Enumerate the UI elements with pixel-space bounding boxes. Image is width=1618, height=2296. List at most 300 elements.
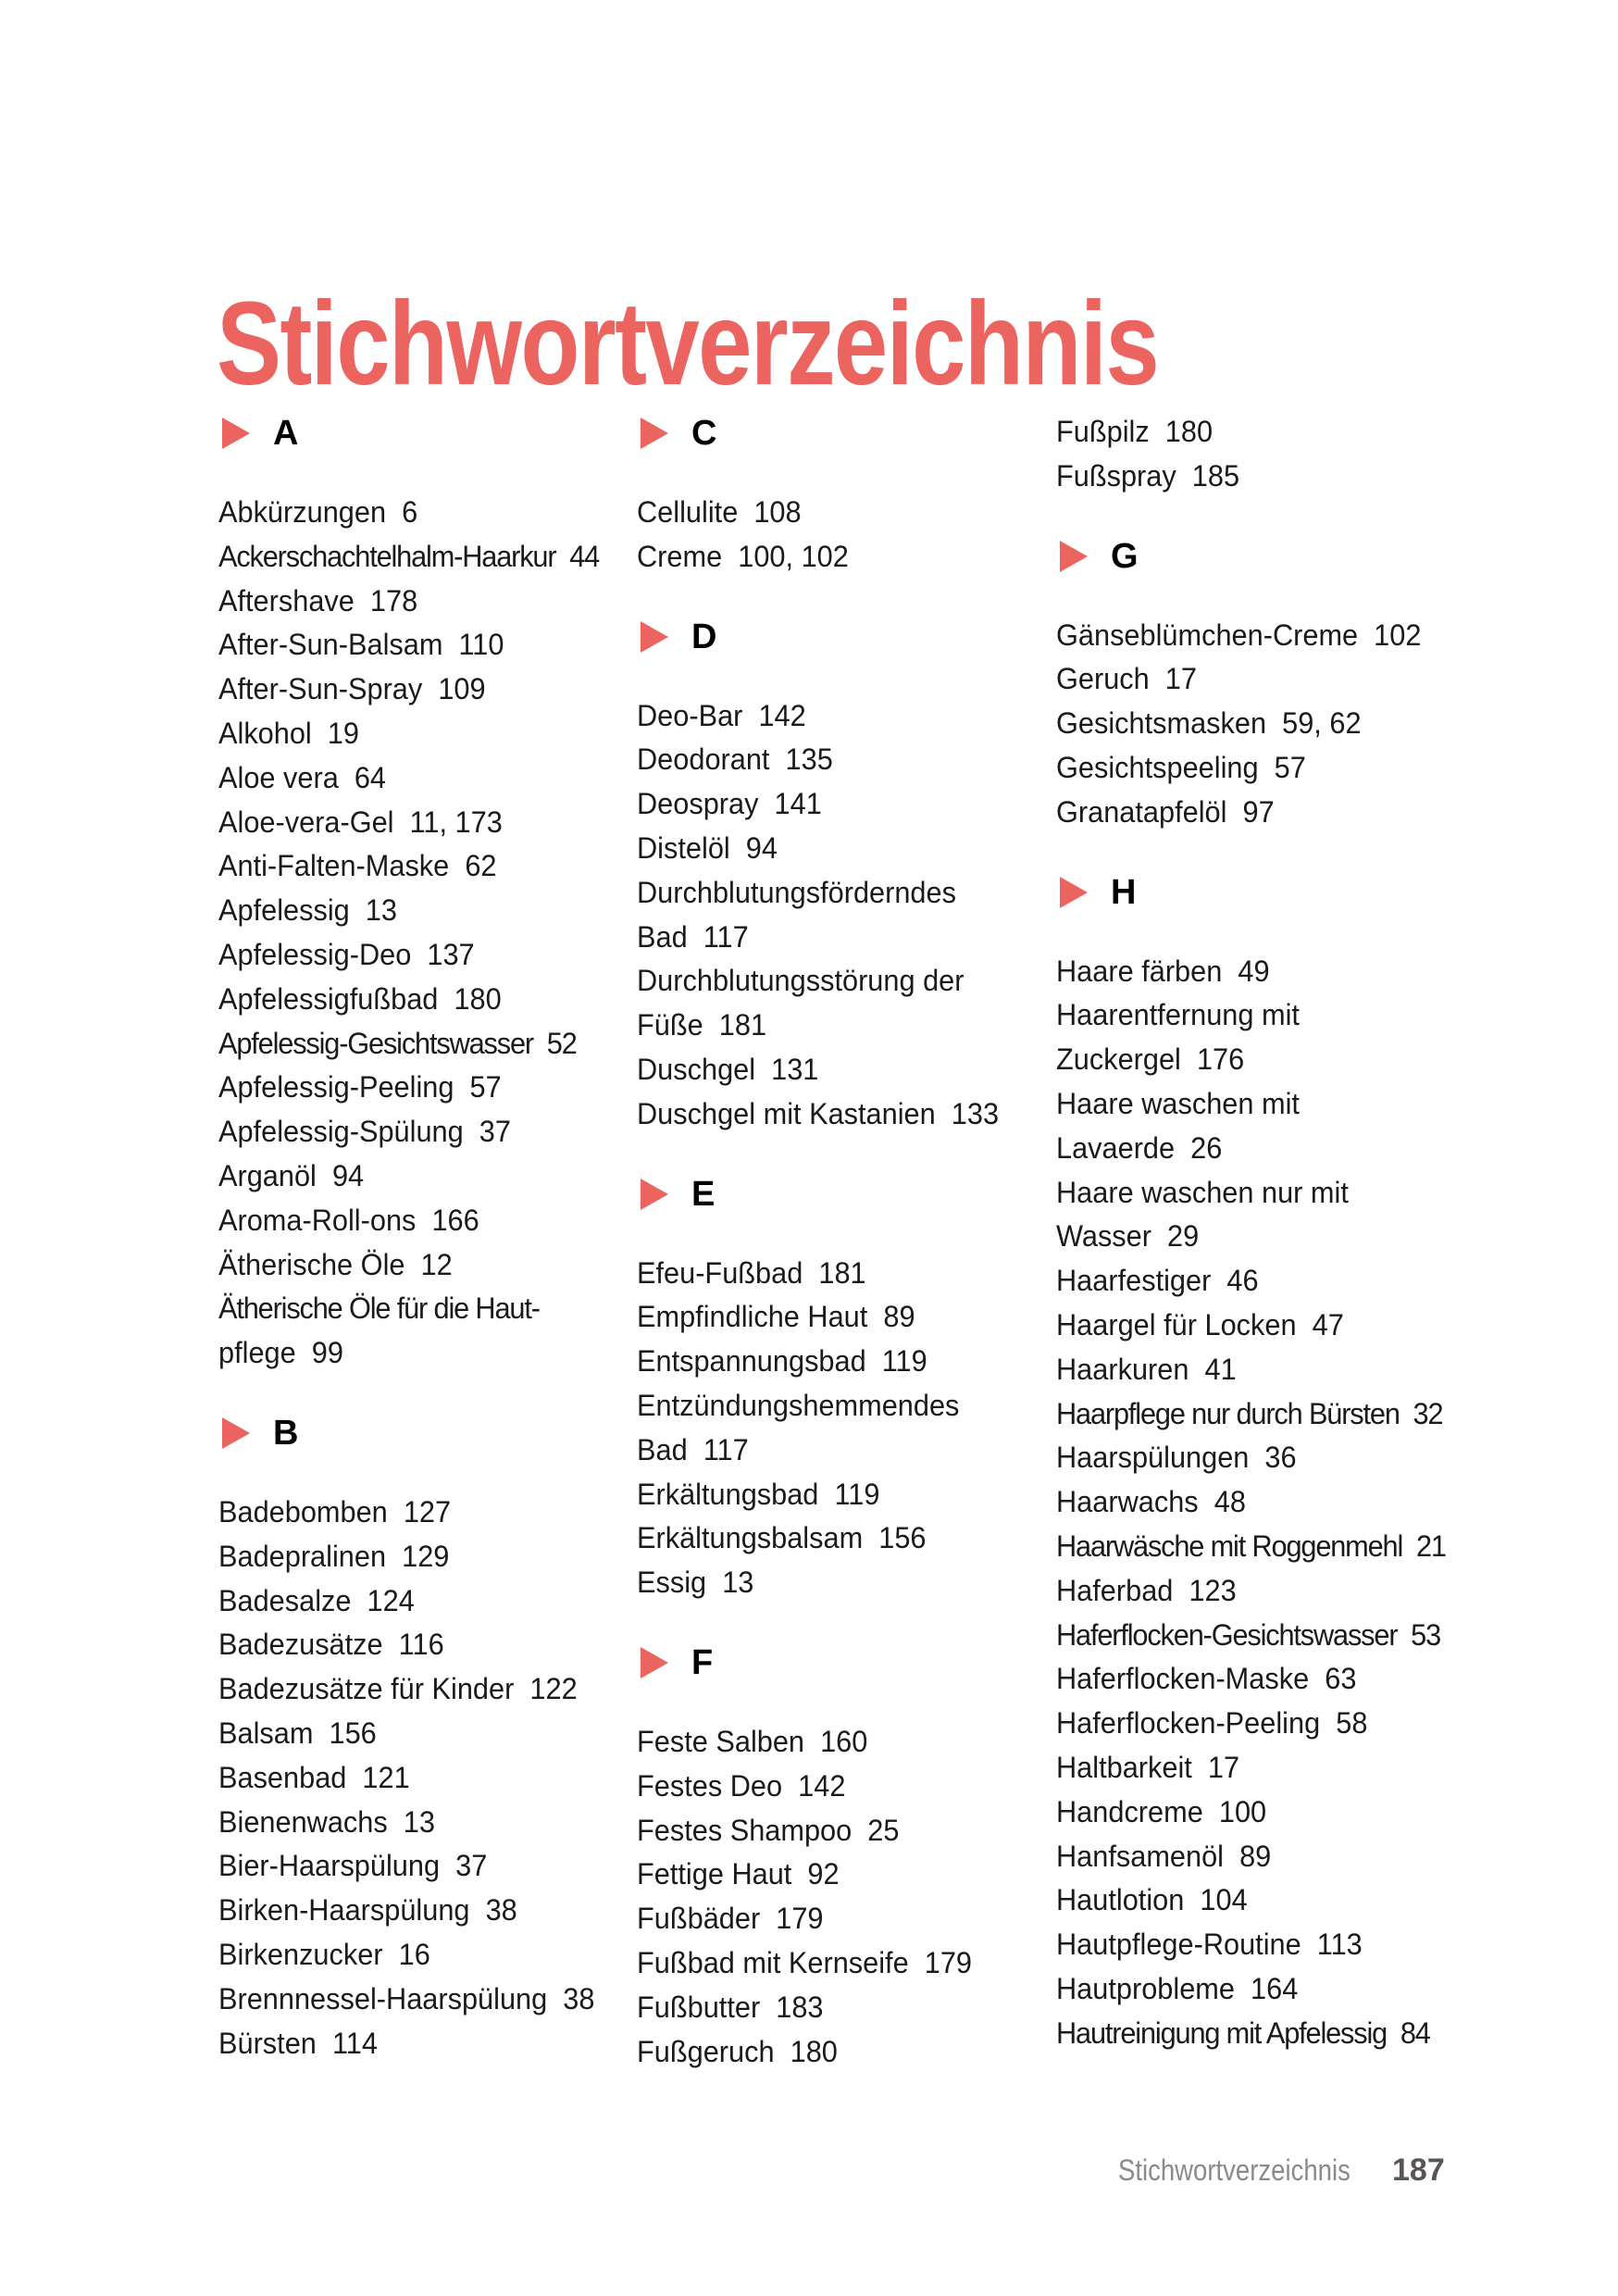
index-entry xyxy=(637,1765,1027,1809)
entry-page-numbers: 179 xyxy=(776,1902,824,1936)
section-letter: E xyxy=(691,1174,716,1214)
entry-term: Bürsten xyxy=(218,2026,317,2060)
triangle-bullet-icon xyxy=(1060,541,1088,572)
entry-page-numbers: 160 xyxy=(820,1724,868,1758)
index-entry xyxy=(637,782,1027,827)
index-entry xyxy=(637,1384,1027,1429)
index-entry xyxy=(637,1809,1027,1853)
index-entry xyxy=(218,1199,609,1243)
triangle-bullet-icon xyxy=(1060,877,1088,908)
entry-term: Fußbad mit Kernseife xyxy=(637,1945,909,1979)
entry-page-numbers: 84 xyxy=(1400,2015,1430,2050)
index-entry xyxy=(218,1110,609,1154)
running-footer-label: Stichwortverzeichnis xyxy=(1118,2153,1350,2187)
entry-page-numbers: 97 xyxy=(1242,794,1275,829)
triangle-bullet-icon xyxy=(641,1179,668,1210)
index-entry xyxy=(218,1623,609,1667)
entry-page-numbers: 142 xyxy=(758,698,806,732)
entry-term: Ackerschachtelhalm-Haarkur xyxy=(218,539,556,573)
entry-term: Gänseblümchen-Creme xyxy=(1056,618,1359,652)
entry-page-numbers: 13 xyxy=(365,893,397,928)
entry-list xyxy=(637,1252,1044,1605)
entry-term: Apfelessig-Gesichtswasser xyxy=(218,1026,533,1060)
entry-page-numbers: 99 xyxy=(311,1336,343,1370)
entry-term: Badezusätze für Kinder xyxy=(218,1672,515,1706)
index-entry xyxy=(218,1066,609,1110)
index-entry xyxy=(1056,1127,1447,1171)
index-entry xyxy=(218,1667,609,1712)
index-column-3 xyxy=(1056,410,1463,2056)
triangle-bullet-icon xyxy=(222,418,250,449)
entry-page-numbers: 37 xyxy=(479,1115,511,1149)
entry-page-numbers: 57 xyxy=(1274,750,1306,784)
entry-page-numbers: 6 xyxy=(402,495,418,529)
entry-page-numbers: 131 xyxy=(771,1052,819,1086)
index-section-a xyxy=(218,411,626,1376)
entry-term: Duschgel xyxy=(637,1052,756,1086)
entry-page-numbers: 52 xyxy=(546,1026,577,1060)
entry-term: Haarpflege nur durch Bürsten xyxy=(1056,1396,1400,1430)
entry-page-numbers: 102 xyxy=(1374,618,1422,652)
index-entry xyxy=(637,1720,1027,1765)
index-entry xyxy=(637,1004,1027,1048)
index-entry xyxy=(637,871,1027,916)
entry-page-numbers: 13 xyxy=(403,1804,435,1839)
entry-page-numbers: 141 xyxy=(774,787,822,821)
section-letter: G xyxy=(1111,536,1139,576)
index-entry xyxy=(218,1978,609,2022)
entry-page-numbers: 142 xyxy=(798,1768,846,1803)
entry-term: Haarfestiger xyxy=(1056,1264,1212,1298)
entry-term: Durchblutungsstörung der xyxy=(637,964,965,998)
index-entry xyxy=(1056,1746,1447,1791)
entry-page-numbers: 57 xyxy=(469,1070,502,1104)
entry-list xyxy=(637,1720,1044,2074)
entry-page-numbers: 89 xyxy=(883,1300,915,1334)
index-entry xyxy=(1056,1878,1447,1923)
entry-term: Distelöl xyxy=(637,830,730,865)
entry-page-numbers: 156 xyxy=(329,1716,377,1750)
index-entry xyxy=(1056,1082,1447,1127)
section-letter: C xyxy=(691,414,717,453)
entry-term: Haltbarkeit xyxy=(1056,1750,1192,1784)
index-entry xyxy=(218,1491,609,1535)
entry-page-numbers: 113 xyxy=(1316,1928,1363,1962)
entry-term: Handcreme xyxy=(1056,1794,1203,1828)
index-entry xyxy=(1056,657,1447,702)
index-entry xyxy=(1056,1038,1447,1082)
index-entry xyxy=(218,668,609,712)
entry-term: Haarkuren xyxy=(1056,1352,1189,1386)
entry-term: Bad xyxy=(637,919,688,954)
entry-term: Festes Deo xyxy=(637,1768,783,1803)
entry-term: Apfelessig xyxy=(218,893,350,928)
entry-page-numbers: 46 xyxy=(1226,1264,1259,1298)
entry-term: Haare färben xyxy=(1056,954,1223,988)
index-entry xyxy=(637,1429,1027,1473)
section-letter: H xyxy=(1111,872,1137,912)
index-entry xyxy=(1056,1614,1447,1658)
entry-page-numbers: 100 xyxy=(1218,1794,1267,1828)
index-entry xyxy=(1056,455,1447,499)
entry-page-numbers: 26 xyxy=(1190,1130,1223,1165)
entry-page-numbers: 117 xyxy=(703,919,749,954)
index-entry xyxy=(637,1516,1027,1561)
entry-term: Badebomben xyxy=(218,1494,388,1529)
entry-term: Aloe vera xyxy=(218,760,339,794)
entry-term: Zuckergel xyxy=(1056,1042,1181,1077)
index-entry xyxy=(1056,1480,1447,1525)
entry-page-numbers: 32 xyxy=(1413,1396,1443,1430)
entry-term: Apfelessig-Peeling xyxy=(218,1070,454,1104)
entry-term: Feste Salben xyxy=(637,1724,805,1758)
entry-page-numbers: 59, 62 xyxy=(1282,706,1362,741)
entry-page-numbers: 53 xyxy=(1411,1617,1441,1652)
entry-term: Fußpilz xyxy=(1056,415,1150,448)
entry-term: Geruch xyxy=(1056,662,1150,696)
entry-page-numbers: 109 xyxy=(438,672,486,706)
entry-term: Efeu-Fußbad xyxy=(637,1255,803,1290)
entry-term: Festes Shampoo xyxy=(637,1813,853,1847)
index-entry xyxy=(1056,1436,1447,1480)
entry-term: Bier-Haarspülung xyxy=(218,1849,441,1883)
entry-page-numbers: 124 xyxy=(367,1583,415,1617)
entry-page-numbers: 104 xyxy=(1200,1883,1248,1917)
entry-page-numbers: 38 xyxy=(485,1893,517,1928)
entry-page-numbers: 21 xyxy=(1415,1529,1446,1563)
entry-page-numbers: 119 xyxy=(834,1477,880,1511)
index-entry xyxy=(637,1048,1027,1092)
entry-page-numbers: 92 xyxy=(807,1857,840,1891)
index-entry xyxy=(218,580,609,624)
entry-page-numbers: 44 xyxy=(569,539,600,573)
entry-page-numbers: 48 xyxy=(1214,1485,1246,1519)
entry-page-numbers: 63 xyxy=(1325,1662,1357,1696)
entry-page-numbers: 12 xyxy=(420,1247,453,1281)
section-letter: B xyxy=(273,1413,299,1453)
index-entry xyxy=(1056,791,1447,835)
index-entry xyxy=(637,491,1027,535)
index-entry xyxy=(218,756,609,801)
entry-term: Birken-Haarspülung xyxy=(218,1893,470,1928)
entry-term: Cellulite xyxy=(637,495,739,529)
section-letter: D xyxy=(691,617,717,656)
entry-term: Ätherische Öle xyxy=(218,1247,405,1281)
entry-term: Birkenzucker xyxy=(218,1937,383,1971)
index-section-h xyxy=(1056,870,1463,2056)
index-entry xyxy=(218,933,609,978)
triangle-bullet-icon xyxy=(222,1417,250,1449)
entry-page-numbers: 64 xyxy=(354,760,387,794)
entry-term: Gesichtspeeling xyxy=(1056,750,1259,784)
entry-page-numbers: 179 xyxy=(924,1945,972,1979)
entry-term: Lavaerde xyxy=(1056,1130,1176,1165)
index-entry xyxy=(218,491,609,535)
page-footer xyxy=(1118,2152,1445,2189)
index-entry xyxy=(1056,1967,1447,2012)
entry-term: Hautpflege-Routine xyxy=(1056,1928,1301,1962)
entry-page-numbers: 100, 102 xyxy=(738,539,849,573)
entry-term: Fußgeruch xyxy=(637,2034,775,2068)
index-entry xyxy=(1056,614,1447,658)
entry-page-numbers: 180 xyxy=(454,981,502,1016)
entry-page-numbers: 129 xyxy=(402,1539,450,1573)
entry-list xyxy=(1056,950,1463,2056)
entry-term: After-Sun-Balsam xyxy=(218,628,443,662)
index-section-b xyxy=(218,1411,626,2065)
entry-page-numbers: 123 xyxy=(1189,1573,1237,1607)
entry-page-numbers: 180 xyxy=(790,2034,838,2068)
entry-term: Hautlotion xyxy=(1056,1883,1185,1917)
index-entry xyxy=(1056,1835,1447,1879)
index-entry xyxy=(637,1897,1027,1941)
entry-term: Haarentfernung mit xyxy=(1056,998,1300,1032)
entry-term: Granatapfelöl xyxy=(1056,794,1227,829)
entry-page-numbers: 116 xyxy=(398,1628,444,1662)
entry-term: Haferflocken-Gesichtswasser xyxy=(1056,1617,1398,1652)
entry-term: Balsam xyxy=(218,1716,314,1750)
entry-page-numbers: 110 xyxy=(458,628,504,662)
entry-page-numbers: 180 xyxy=(1164,415,1214,448)
index-entry xyxy=(1056,1304,1447,1348)
index-entry xyxy=(1056,746,1447,791)
entry-term: Haare waschen nur mit xyxy=(1056,1175,1349,1209)
triangle-bullet-icon xyxy=(641,621,668,653)
entry-page-numbers: 117 xyxy=(703,1432,749,1466)
entry-page-numbers: 19 xyxy=(327,716,359,750)
index-entry xyxy=(637,2030,1027,2075)
entry-term: Aloe-vera-Gel xyxy=(218,805,394,839)
index-entry xyxy=(218,1933,609,1978)
index-entry xyxy=(218,889,609,933)
continued-entry-list xyxy=(1056,410,1463,499)
index-column-1 xyxy=(218,411,626,2065)
index-entry xyxy=(218,1889,609,1933)
section-header xyxy=(637,411,1044,455)
index-entry xyxy=(218,2022,609,2066)
index-entry xyxy=(1056,1392,1447,1437)
entry-page-numbers: 178 xyxy=(369,583,418,618)
entry-term: Haargel für Locken xyxy=(1056,1307,1297,1341)
entry-term: Fettige Haut xyxy=(637,1857,792,1891)
entry-term: Badezusätze xyxy=(218,1628,383,1662)
index-entry xyxy=(218,1331,609,1376)
index-section-c xyxy=(637,411,1044,580)
section-header xyxy=(637,615,1044,659)
index-entry xyxy=(218,1801,609,1845)
entry-page-numbers: 185 xyxy=(1191,458,1240,493)
entry-term: Haferbad xyxy=(1056,1573,1174,1607)
index-section-e xyxy=(637,1172,1044,1605)
entry-page-numbers: 121 xyxy=(362,1760,410,1794)
index-entry xyxy=(218,801,609,845)
entry-page-numbers: 135 xyxy=(785,742,833,777)
entry-page-numbers: 49 xyxy=(1238,954,1270,988)
index-section-g xyxy=(1056,534,1463,835)
entry-term: Badesalze xyxy=(218,1583,352,1617)
index-entry xyxy=(1056,1259,1447,1304)
index-entry xyxy=(637,1473,1027,1517)
entry-page-numbers: 41 xyxy=(1204,1352,1237,1386)
index-entry xyxy=(637,827,1027,871)
entry-term: Apfelessig-Deo xyxy=(218,937,412,971)
entry-term: Haare waschen mit xyxy=(1056,1086,1300,1120)
entry-page-numbers: 108 xyxy=(753,495,802,529)
index-entry xyxy=(1056,1923,1447,1967)
entry-term: Empfindliche Haut xyxy=(637,1300,868,1334)
entry-term: Ätherische Öle für die Haut- xyxy=(218,1292,540,1326)
index-entry xyxy=(1056,993,1447,1038)
index-entry xyxy=(637,1295,1027,1340)
index-entry xyxy=(637,1941,1027,1986)
entry-term: Arganöl xyxy=(218,1158,317,1192)
index-entry xyxy=(218,1844,609,1889)
entry-term: Durchblutungsförderndes xyxy=(637,875,956,909)
entry-term: Haferflocken-Maske xyxy=(1056,1662,1310,1696)
entry-term: Hautreinigung mit Apfelessig xyxy=(1056,2015,1388,2050)
entry-term: Entzündungshemmendes xyxy=(637,1388,960,1422)
entry-term: Entspannungsbad xyxy=(637,1344,866,1379)
entry-term: Wasser xyxy=(1056,1219,1151,1254)
index-entry xyxy=(637,694,1027,739)
index-entry xyxy=(218,712,609,756)
entry-term: Alkohol xyxy=(218,716,312,750)
section-letter: F xyxy=(691,1642,714,1682)
entry-term: Apfelessigfußbad xyxy=(218,981,439,1016)
entry-term: Essig xyxy=(637,1566,707,1600)
entry-page-numbers: 133 xyxy=(951,1096,1000,1130)
index-entry xyxy=(637,916,1027,960)
index-entry xyxy=(218,535,609,580)
entry-page-numbers: 156 xyxy=(878,1521,927,1555)
index-entry xyxy=(218,1243,609,1288)
entry-term: Aftershave xyxy=(218,583,355,618)
entry-page-numbers: 37 xyxy=(455,1849,488,1883)
entry-list xyxy=(637,694,1044,1137)
section-header xyxy=(1056,870,1463,915)
section-header xyxy=(637,1641,1044,1685)
index-entry xyxy=(1056,1702,1447,1746)
entry-page-numbers: 47 xyxy=(1312,1307,1344,1341)
entry-page-numbers: 17 xyxy=(1164,662,1197,696)
index-entry xyxy=(218,1712,609,1756)
index-entry xyxy=(218,844,609,889)
entry-term: Hanfsamenöl xyxy=(1056,1839,1225,1873)
entry-term: Haferflocken-Peeling xyxy=(1056,1706,1321,1741)
index-entry xyxy=(1056,1569,1447,1614)
entry-term: Hautprobleme xyxy=(1056,1971,1235,2005)
entry-page-numbers: 183 xyxy=(776,1990,824,2024)
entry-term: Gesichtsmasken xyxy=(1056,706,1267,741)
entry-term: Duschgel mit Kastanien xyxy=(637,1096,936,1130)
index-entry xyxy=(218,623,609,668)
section-header xyxy=(218,411,626,455)
index-entry xyxy=(1056,702,1447,746)
entry-page-numbers: 181 xyxy=(718,1008,767,1042)
index-entry xyxy=(1056,1525,1447,1569)
index-entry xyxy=(637,1252,1027,1296)
entry-term: Badepralinen xyxy=(218,1539,387,1573)
entry-page-numbers: 62 xyxy=(465,849,497,883)
index-entry xyxy=(218,1154,609,1199)
entry-page-numbers: 58 xyxy=(1336,1706,1368,1741)
entry-term: Bienenwachs xyxy=(218,1804,388,1839)
entry-page-numbers: 176 xyxy=(1196,1042,1245,1077)
entry-page-numbers: 127 xyxy=(403,1494,452,1529)
entry-term: Basenbad xyxy=(218,1760,347,1794)
index-entry xyxy=(1056,1791,1447,1835)
index-entry xyxy=(637,1986,1027,2030)
entry-term: Deo-Bar xyxy=(637,698,743,732)
index-column-2 xyxy=(637,411,1044,2074)
index-entry xyxy=(1056,1657,1447,1702)
index-entry xyxy=(218,1535,609,1579)
entry-page-numbers: 114 xyxy=(331,2026,378,2060)
section-letter: A xyxy=(273,414,299,453)
section-header xyxy=(218,1411,626,1455)
entry-term: After-Sun-Spray xyxy=(218,672,423,706)
page-title: Stichwortverzeichnis xyxy=(217,277,1159,410)
entry-page-numbers: 38 xyxy=(563,1981,595,2015)
entry-term: Abkürzungen xyxy=(218,495,387,529)
index-section-f xyxy=(637,1641,1044,2074)
entry-term: Haarwäsche mit Roggenmehl xyxy=(1056,1529,1403,1563)
entry-list xyxy=(218,491,626,1376)
index-entry xyxy=(1056,1171,1447,1216)
entry-term: Creme xyxy=(637,539,723,573)
entry-term: Deodorant xyxy=(637,742,770,777)
index-entry xyxy=(1056,1215,1447,1259)
entry-page-numbers: 16 xyxy=(398,1937,430,1971)
index-entry xyxy=(637,1340,1027,1384)
entry-page-numbers: 89 xyxy=(1239,1839,1272,1873)
index-entry xyxy=(218,978,609,1022)
entry-page-numbers: 94 xyxy=(331,1158,365,1192)
entry-term: Bad xyxy=(637,1432,688,1466)
entry-term: Aroma-Roll-ons xyxy=(218,1203,417,1237)
index-entry xyxy=(637,959,1027,1004)
entry-term: Apfelessig-Spülung xyxy=(218,1115,464,1149)
entry-term: Brennnessel-Haarspülung xyxy=(218,1981,548,2015)
entry-term: Erkältungsbad xyxy=(637,1477,819,1511)
entry-term: Fußbäder xyxy=(637,1902,761,1936)
index-entry xyxy=(637,738,1027,782)
index-entry xyxy=(218,1579,609,1624)
entry-page-numbers: 122 xyxy=(529,1672,578,1706)
entry-page-numbers: 94 xyxy=(745,830,778,865)
entry-page-numbers: 119 xyxy=(881,1344,927,1379)
index-entry xyxy=(1056,410,1447,455)
page-number: 187 xyxy=(1392,2152,1445,2188)
index-section-d xyxy=(637,615,1044,1137)
entry-page-numbers: 166 xyxy=(431,1203,479,1237)
entry-list xyxy=(637,491,1044,580)
index-entry xyxy=(637,535,1027,580)
entry-page-numbers: 11, 173 xyxy=(409,805,503,839)
index-entry xyxy=(218,1756,609,1801)
entry-term: Fußbutter xyxy=(637,1990,761,2024)
section-header xyxy=(1056,534,1463,579)
entry-page-numbers: 36 xyxy=(1264,1441,1297,1475)
entry-term: Haarspülungen xyxy=(1056,1441,1250,1475)
triangle-bullet-icon xyxy=(641,418,668,449)
entry-page-numbers: 25 xyxy=(867,1813,900,1847)
index-entry xyxy=(218,1287,609,1331)
entry-page-numbers: 181 xyxy=(818,1255,866,1290)
entry-term: Erkältungsbalsam xyxy=(637,1521,864,1555)
index-entry xyxy=(637,1561,1027,1605)
entry-term: Fußspray xyxy=(1056,458,1176,493)
